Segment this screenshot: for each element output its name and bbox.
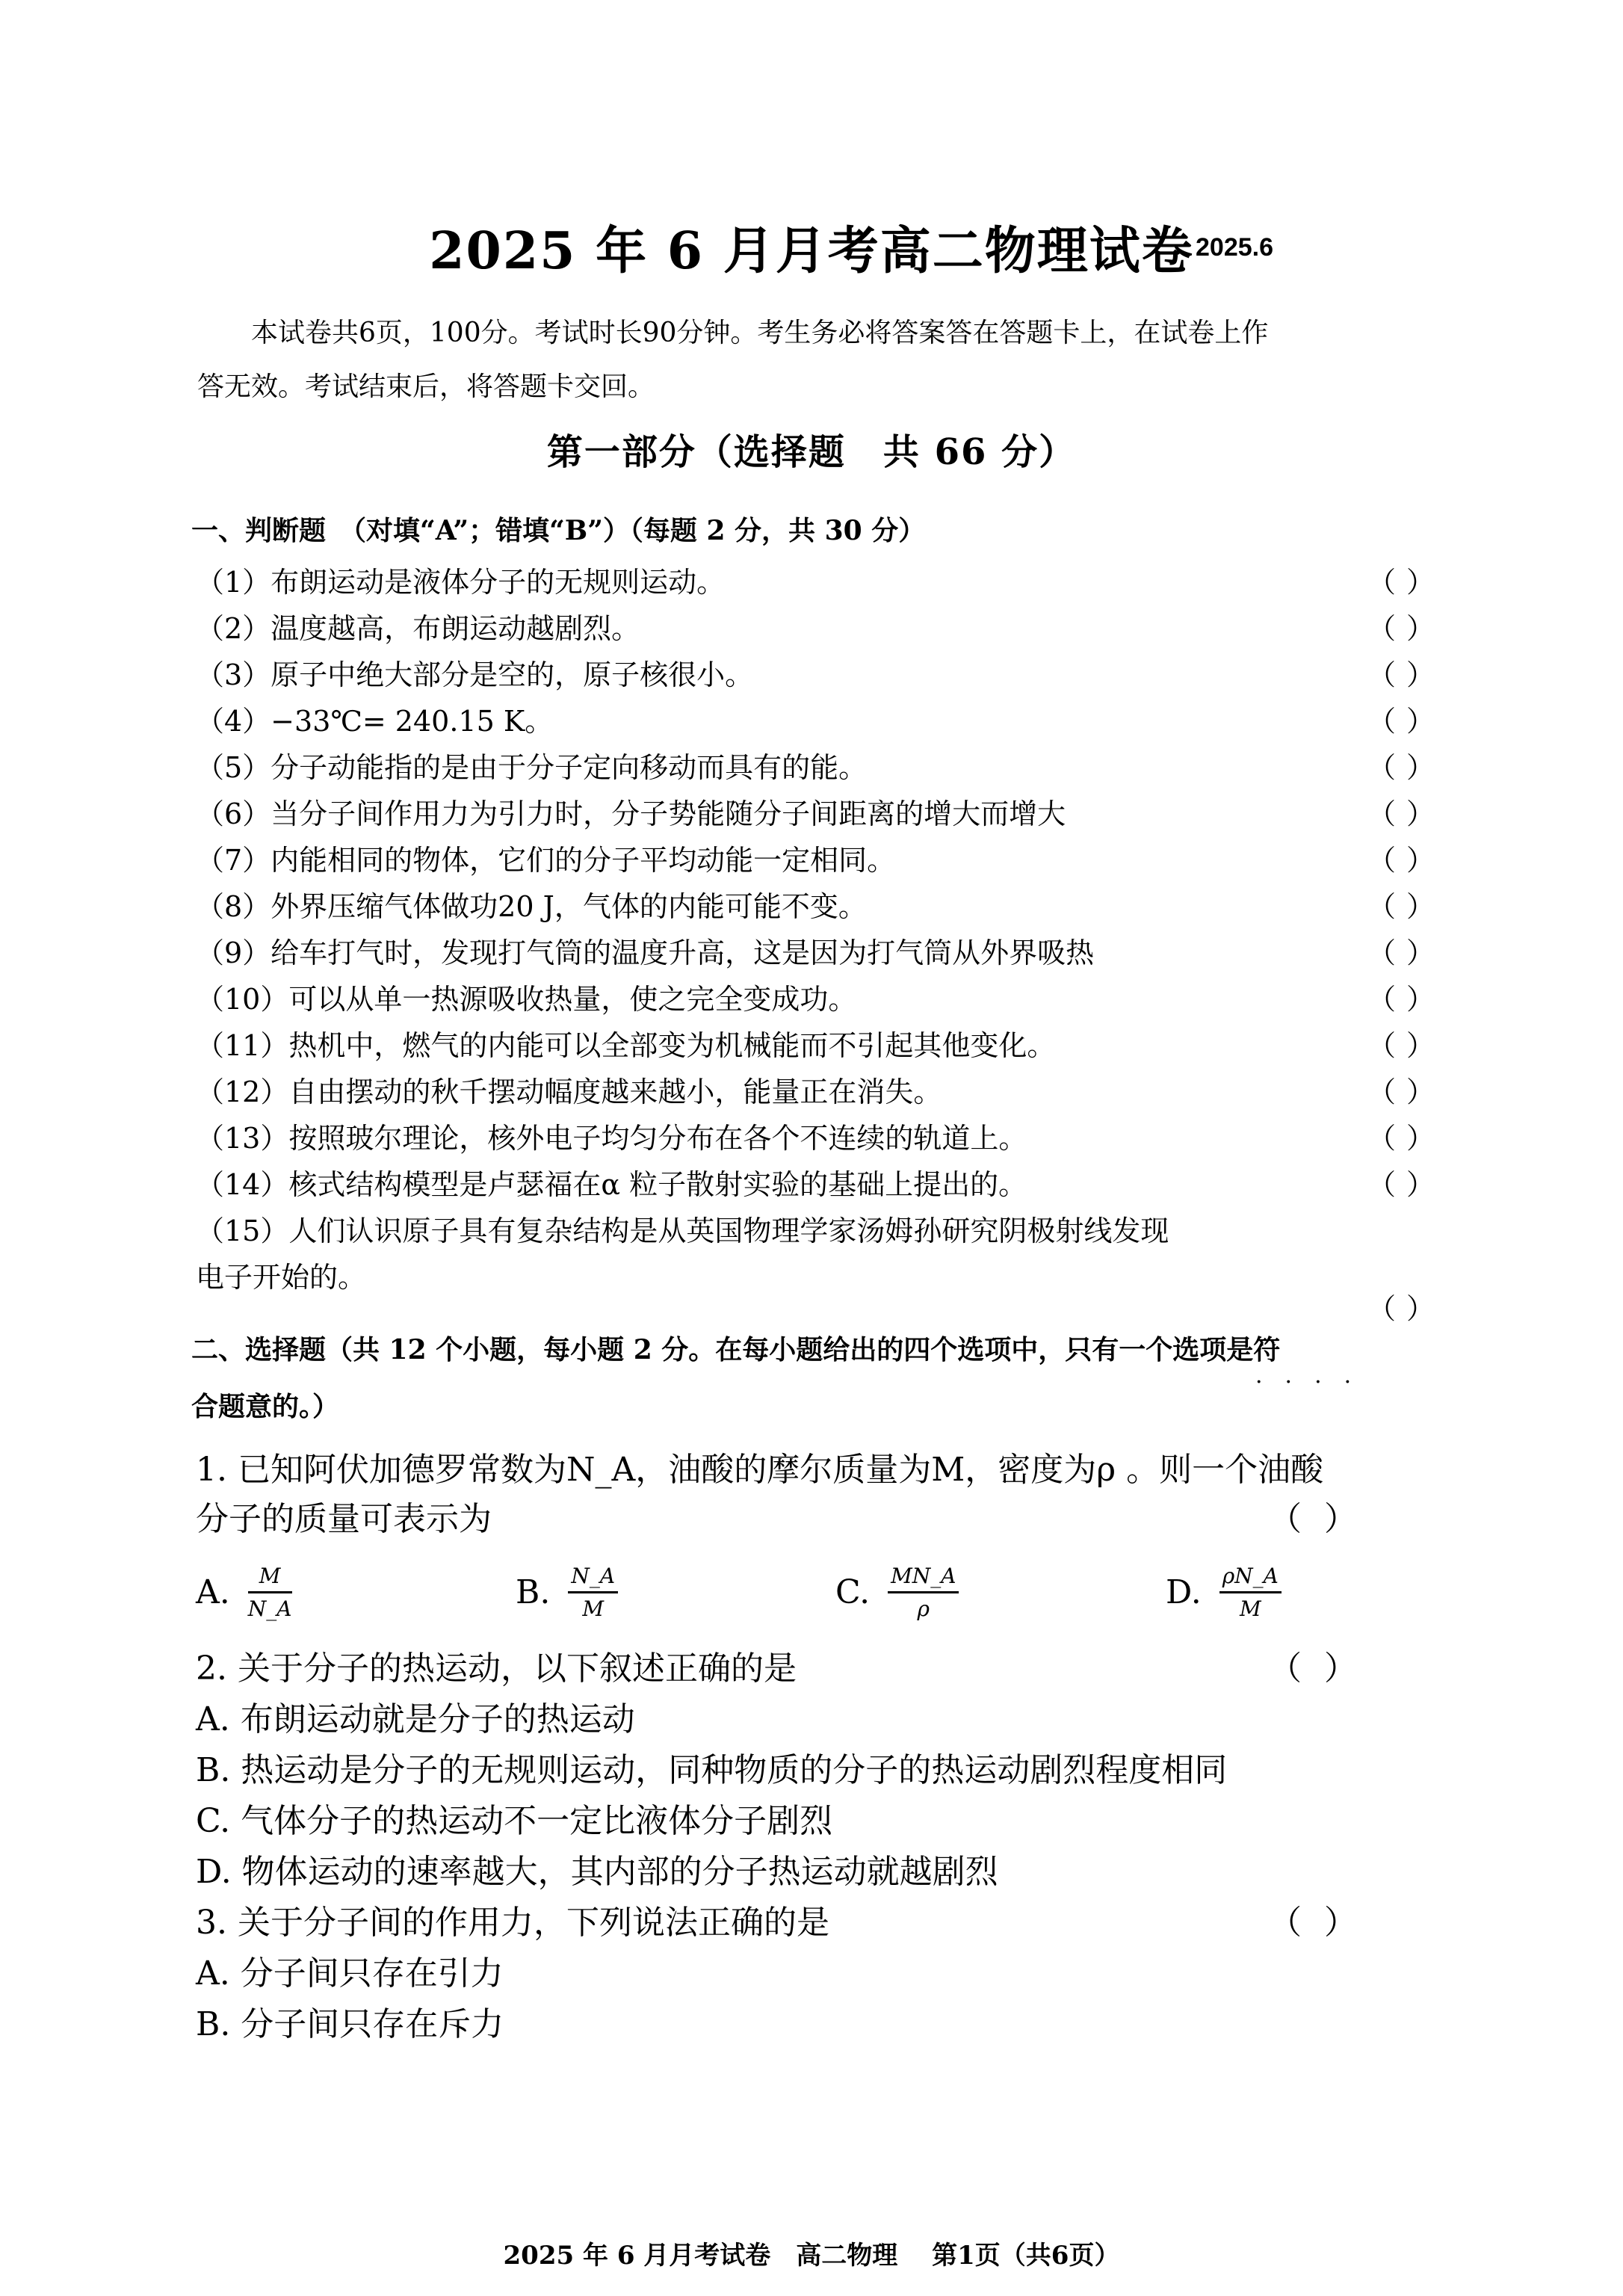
denominator: N_A [247, 1596, 292, 1621]
answer-paren: （） [1367, 1029, 1446, 1062]
option-label: D. [1166, 1573, 1202, 1611]
q3-option-b: B. 分子间只存在斥力 [196, 2005, 504, 2043]
answer-paren: （） [1367, 705, 1446, 738]
exam-date: 2025.6 [1196, 233, 1273, 262]
q2-option-c: C. 气体分子的热运动不一定比液体分子剧烈 [196, 1802, 833, 1840]
answer-paren: （） [1367, 1292, 1446, 1325]
answer-paren: （） [1367, 566, 1446, 599]
tf-item-13: （13）按照玻尔理论，核外电子均匀分布在各个不连续的轨道上。 [196, 1122, 1027, 1155]
page-footer: 2025 年 6 月月考试卷 高二物理 第1页（共6页） [503, 2241, 1120, 2271]
section1-heading: 一、判断题 （对填“A”；错填“B”）（每题 2 分，共 30 分） [191, 515, 926, 546]
answer-paren: （） [1367, 612, 1446, 645]
tf-item-5: （5）分子动能指的是由于分子定向移动而具有的能。 [196, 751, 868, 784]
exam-title: 2025 年 6 月月考高二物理试卷 [429, 221, 1194, 281]
answer-paren: （） [1367, 983, 1446, 1016]
fraction [1219, 1564, 1282, 1621]
answer-paren: （） [1269, 1650, 1379, 1688]
denominator: ρ [917, 1596, 930, 1621]
answer-paren: （） [1367, 1076, 1446, 1108]
answer-paren: （） [1367, 1122, 1446, 1155]
option-label: B. [516, 1573, 551, 1611]
part1-title: 第一部分（选择题 共 66 分） [546, 431, 1077, 473]
tf-item-14: （14）核式结构模型是卢瑟福在α 粒子散射实验的基础上提出的。 [196, 1168, 1027, 1201]
q1-option-a [196, 1564, 292, 1621]
q2-option-a: A. 布朗运动就是分子的热运动 [196, 1700, 635, 1738]
numerator: M [248, 1564, 292, 1593]
answer-paren: （） [1367, 797, 1446, 830]
tf-item-7: （7）内能相同的物体，它们的分子平均动能一定相同。 [196, 844, 896, 877]
answer-paren: （） [1269, 1500, 1379, 1538]
fraction [248, 1564, 292, 1621]
tf-item-8: （8）外界压缩气体做功20 J，气体的内能可能不变。 [196, 890, 867, 923]
option-label: A. [196, 1573, 230, 1611]
q1-option-b [516, 1564, 618, 1621]
fraction [888, 1564, 959, 1621]
q2-stem: 2. 关于分子的热运动，以下叙述正确的是 [196, 1650, 797, 1688]
q3-stem: 3. 关于分子间的作用力，下列说法正确的是 [196, 1904, 829, 1942]
tf-item-11: （11）热机中，燃气的内能可以全部变为机械能而不引起其他变化。 [196, 1029, 1056, 1062]
intro-line-1: 本试卷共6页，100分。考试时长90分钟。考生务必将答案答在答题卡上，在试卷上作 [251, 318, 1269, 348]
answer-paren: （） [1367, 658, 1446, 691]
answer-paren: （） [1367, 936, 1446, 969]
section2-heading-line-2: 合题意的。） [191, 1391, 340, 1422]
tf-item-10: （10）可以从单一热源吸收热量，使之完全变成功。 [196, 983, 857, 1016]
tf-item-6: （6）当分子间作用力为引力时，分子势能随分子间距离的增大而增大 [196, 797, 1066, 830]
q1-option-c [835, 1564, 959, 1621]
answer-paren: （） [1367, 844, 1446, 877]
answer-paren: （） [1269, 1904, 1379, 1942]
q2-option-d: D. 物体运动的速率越大，其内部的分子热运动就越剧烈 [196, 1853, 998, 1891]
emphasis-dots: ···· [1255, 1369, 1374, 1395]
numerator: ρN_A [1219, 1564, 1282, 1593]
tf-item-1: （1）布朗运动是液体分子的无规则运动。 [196, 566, 726, 599]
tf-item-2: （2）温度越高，布朗运动越剧烈。 [196, 612, 640, 645]
tf-item-4: （4）−33℃= 240.15 K。 [196, 705, 554, 738]
answer-paren: （） [1367, 890, 1446, 923]
tf-item-15: （15）人们认识原子具有复杂结构是从英国物理学家汤姆孙研究阴极射线发现 [196, 1215, 1169, 1247]
numerator: MN_A [888, 1564, 959, 1593]
q2-option-b: B. 热运动是分子的无规则运动，同种物质的分子的热运动剧烈程度相同 [196, 1751, 1228, 1789]
q1-stem-line-2: 分子的质量可表示为 [196, 1500, 492, 1538]
tf-item-3: （3）原子中绝大部分是空的，原子核很小。 [196, 658, 754, 691]
section2-heading-line-1: 二、选择题（共 12 个小题，每小题 2 分。在每小题给出的四个选项中，只有一个选项是符 [191, 1334, 1281, 1365]
tf-item-12: （12）自由摆动的秋千摆动幅度越来越小，能量正在消失。 [196, 1076, 942, 1108]
answer-paren: （） [1367, 751, 1446, 784]
answer-paren: （） [1367, 1168, 1446, 1201]
numerator: N_A [568, 1564, 618, 1593]
tf-item-15-continued: 电子开始的。 [196, 1261, 367, 1294]
denominator: M [582, 1596, 605, 1621]
tf-item-9: （9）给车打气时，发现打气筒的温度升高，这是因为打气筒从外界吸热 [196, 936, 1095, 969]
q3-option-a: A. 分子间只存在引力 [196, 1954, 504, 1993]
fraction [568, 1564, 618, 1621]
denominator: M [1239, 1596, 1261, 1621]
intro-line-2: 答无效。考试结束后，将答题卡交回。 [197, 371, 655, 402]
q1-stem-line-1: 1. 已知阿伏加德罗常数为N_A，油酸的摩尔质量为M，密度为ρ 。则一个油酸 [196, 1451, 1324, 1489]
option-label: C. [835, 1573, 871, 1611]
q1-option-d [1166, 1564, 1282, 1621]
